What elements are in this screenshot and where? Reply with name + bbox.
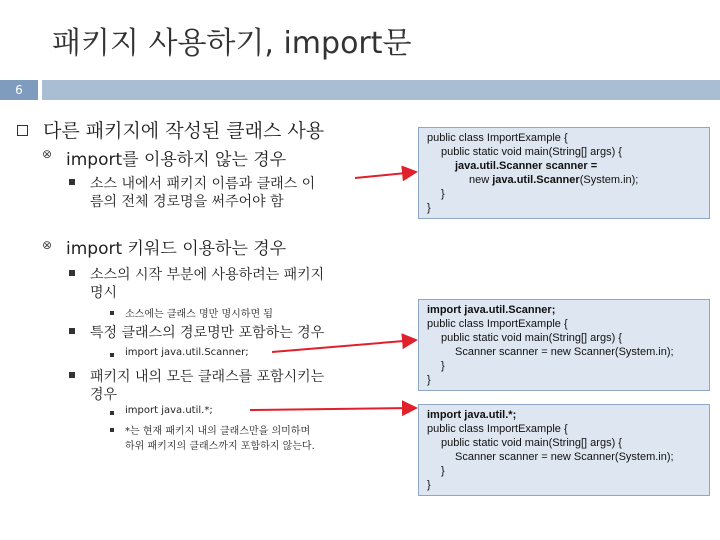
circle-bullet-icon: ⊗ (42, 238, 53, 252)
bullet-heading: 다른 패키지에 작성된 클래스 사용 (43, 120, 325, 142)
bullet-class-name-only: 소스에는 클래스 명만 명시하면 됨 (125, 309, 273, 320)
bullet-import-scanner: import java.util.Scanner; (125, 347, 249, 358)
code-line: public static void main(String[] args) { (441, 146, 622, 158)
code-line: public static void main(String[] args) { (441, 437, 622, 449)
bullet-no-import: import를 이용하지 않는 경우 (66, 150, 287, 170)
page-number: 6 (15, 83, 23, 97)
bullet-import-wildcard: import java.util.*; (125, 405, 213, 416)
bullet-full-path-line1: 소스 내에서 패키지 이름과 클래스 이 (90, 176, 316, 192)
code-line: public class ImportExample { (427, 423, 568, 435)
slide-title: 패키지 사용하기, import문 (52, 26, 412, 61)
bullet-source-start-line1: 소스의 시작 부분에 사용하려는 패키지 (90, 267, 325, 283)
code-line: import java.util.Scanner; (427, 304, 556, 316)
code-line: java.util.Scanner scanner = (455, 160, 598, 172)
code-line: public static void main(String[] args) { (441, 332, 622, 344)
code-line: public class ImportExample { (427, 318, 568, 330)
arrow-to-code3 (250, 408, 416, 410)
code-line: } (441, 188, 445, 200)
code-line: Scanner scanner = new Scanner(System.in); (455, 346, 674, 358)
bullet-wildcard-note-line2: 하위 패키지의 클래스까지 포함하지 않는다. (125, 441, 315, 452)
code-line: } (441, 465, 445, 477)
code-line: public class ImportExample { (427, 132, 568, 144)
code-line: } (427, 479, 431, 491)
code-token: java.util.Scanner (492, 174, 580, 186)
arrow-to-code1 (355, 172, 416, 178)
code-line: Scanner scanner = new Scanner(System.in); (455, 451, 674, 463)
code-line: } (441, 360, 445, 372)
bullet-source-start-line2: 명시 (90, 285, 118, 301)
code-line: } (427, 374, 431, 386)
bullet-all-classes-line2: 경우 (90, 387, 118, 403)
bullet-full-path-line2: 름의 전체 경로명을 써주어야 함 (90, 194, 284, 210)
bullet-all-classes-line1: 패키지 내의 모든 클래스를 포함시키는 (90, 369, 325, 385)
bullet-import-keyword: import 키워드 이용하는 경우 (66, 239, 287, 259)
bullet-specific-class: 특정 클래스의 경로명만 포함하는 경우 (90, 325, 325, 341)
circle-bullet-icon: ⊗ (42, 147, 53, 161)
code-token: (System.in); (579, 174, 639, 186)
code-line: } (427, 202, 431, 214)
code-token: new (469, 174, 493, 186)
arrow-to-code2 (272, 340, 416, 352)
code-line: import java.util.*; (427, 409, 517, 421)
bullet-wildcard-note-line1: *는 현재 패키지 내의 클래스만을 의미하며 (125, 426, 311, 437)
